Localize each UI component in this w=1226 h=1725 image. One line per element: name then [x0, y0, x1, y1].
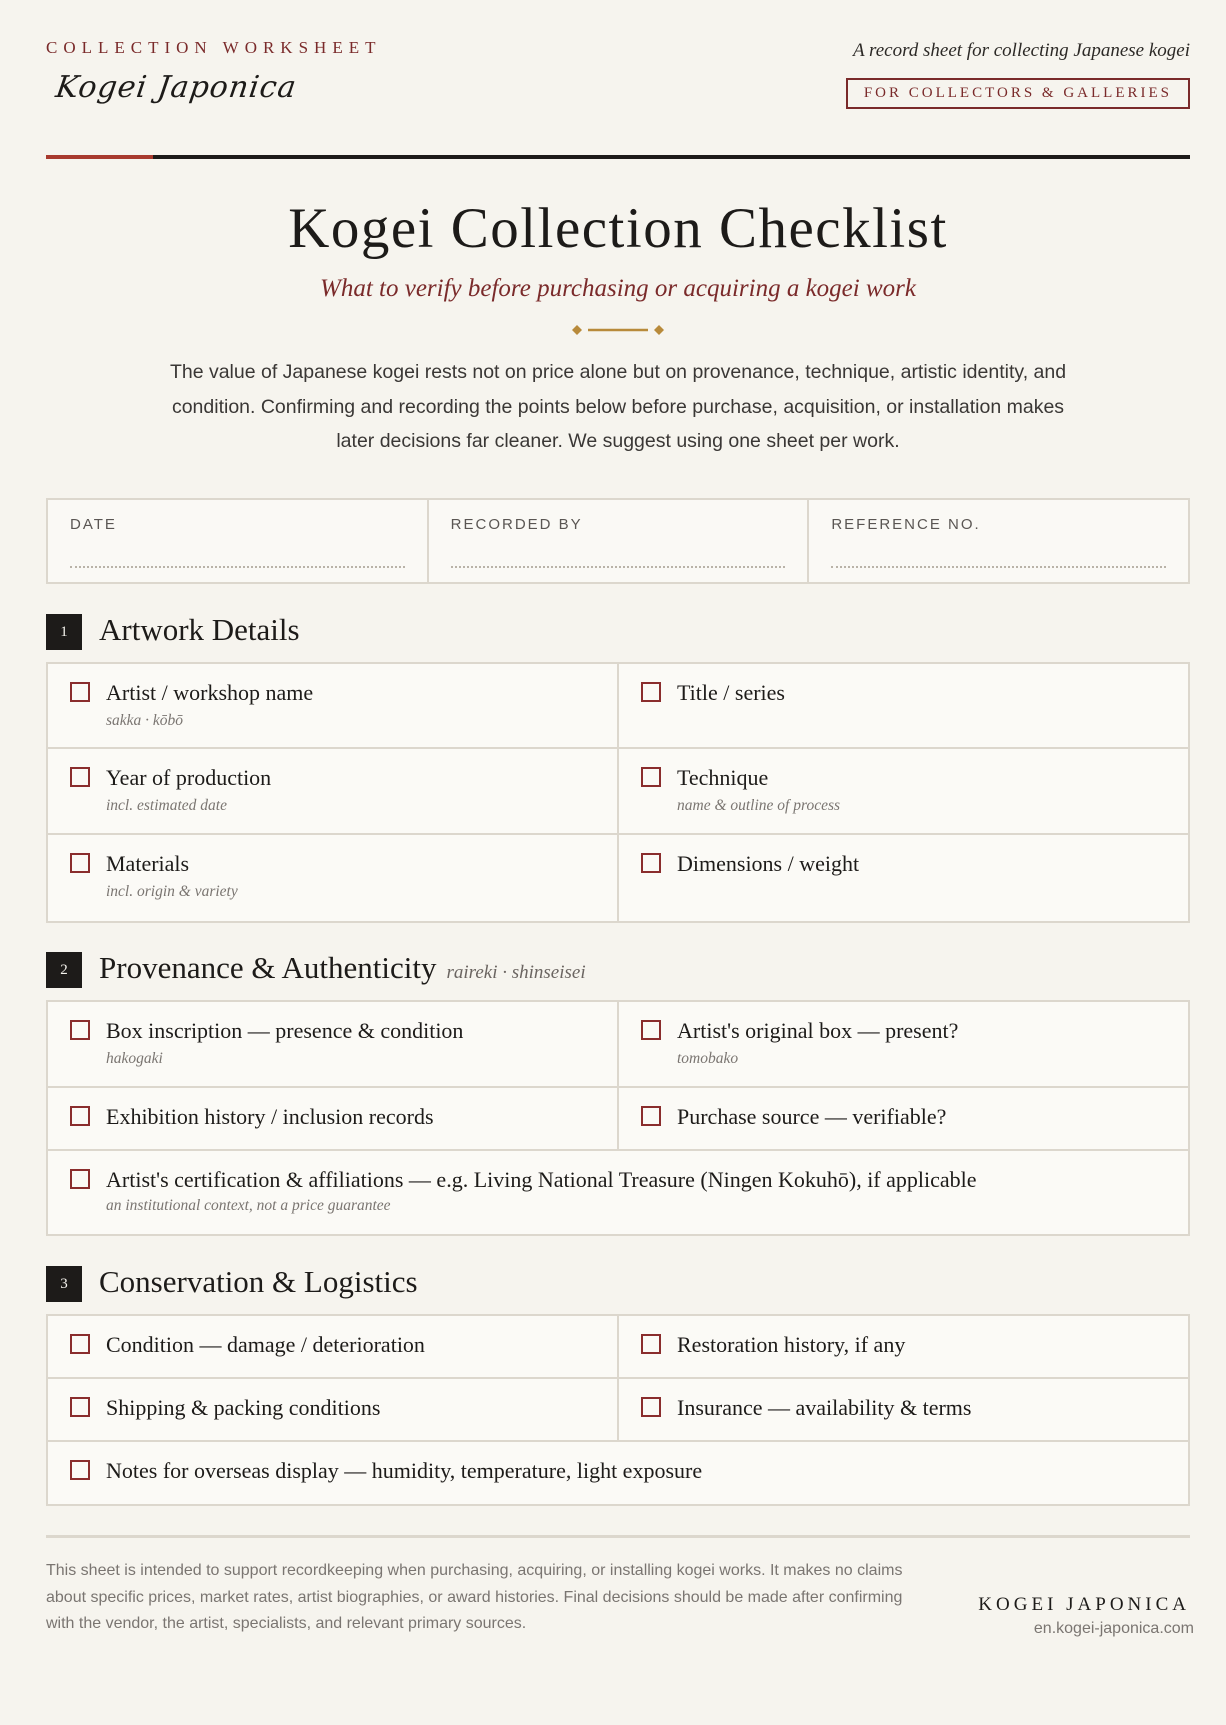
checkbox[interactable]: [70, 1169, 90, 1189]
checklist-item: [48, 749, 619, 833]
diamond-ornament-icon: [568, 322, 668, 338]
intro-paragraph: [116, 355, 1120, 459]
item-note: name & outline of process: [677, 797, 841, 814]
section-title: [99, 1264, 418, 1300]
header-rule: [46, 155, 1190, 159]
item-label: Technique: [677, 765, 769, 790]
intro-line: later decisions far cleaner. We suggest using one sheet per work.: [336, 430, 900, 452]
item-note: sakka · kōbō: [106, 712, 184, 729]
footer-disclaimer: [46, 1558, 976, 1638]
checkbox[interactable]: [70, 682, 90, 702]
checkbox[interactable]: [70, 1020, 90, 1040]
checkbox[interactable]: [70, 1460, 90, 1480]
item-note: an institutional context, not a price guarantee: [106, 1197, 391, 1214]
item-label: Purchase source — verifiable?: [677, 1104, 947, 1129]
checklist-row: [48, 1442, 1188, 1504]
item-label: Artist's original box — present?: [677, 1018, 959, 1043]
provenance-checklist: [46, 1000, 1190, 1236]
intro-line: The value of Japanese kogei rests not on price alone but on provenance, technique, artistic identity, and: [169, 361, 1067, 383]
page-title: Kogei Collection Checklist: [288, 197, 948, 260]
section-title-text: Provenance & Authenticity: [99, 950, 437, 985]
item-label: Condition — damage / deterioration: [106, 1332, 425, 1357]
checkbox[interactable]: [641, 1334, 661, 1354]
checklist-item: [619, 1002, 1188, 1086]
checklist-item: [48, 664, 619, 747]
section-provenance-header: [46, 950, 1190, 990]
checklist-item: [48, 1151, 1188, 1234]
section-title: [99, 612, 300, 648]
checklist-item: [48, 1088, 619, 1149]
item-label: Restoration history, if any: [677, 1332, 906, 1357]
section-number: 3: [46, 1266, 82, 1302]
section-number: 1: [46, 614, 82, 650]
item-label: Box inscription — presence & condition: [106, 1018, 464, 1043]
section-conservation-header: [46, 1264, 1190, 1304]
checklist-item: [48, 1002, 619, 1086]
checklist-item: [619, 664, 1188, 747]
date-field-line: [70, 566, 405, 568]
disclaimer-line: This sheet is intended to support recordkeeping when purchasing, acquiring, or installing kogei works. It makes no claims: [46, 1562, 903, 1579]
page-subtitle: What to verify before purchasing or acquiring a kogei work: [320, 275, 916, 302]
checkbox[interactable]: [70, 1106, 90, 1126]
item-note: incl. estimated date: [106, 797, 227, 814]
section-subtitle: raireki · shinseisei: [446, 962, 586, 983]
audience-badge: FOR COLLECTORS & GALLERIES: [846, 78, 1190, 109]
checklist-row: [48, 1151, 1188, 1234]
footer-brand: KOGEI JAPONICA: [978, 1594, 1190, 1615]
checklist-item: [48, 1316, 619, 1377]
page-header: [46, 0, 1190, 160]
checklist-row: [48, 1316, 1188, 1379]
header-tagline: A record sheet for collecting Japanese kogei: [853, 40, 1190, 61]
disclaimer-line: with the vendor, the artist, specialists, and relevant primary sources.: [46, 1615, 527, 1632]
item-note: hakogaki: [106, 1050, 163, 1067]
checklist-item: [619, 835, 1188, 921]
checklist-row: [48, 1088, 1188, 1151]
footer-rule: [46, 1535, 1190, 1538]
checkbox[interactable]: [641, 853, 661, 873]
item-label: Materials: [106, 851, 190, 876]
checklist-item: [619, 1379, 1188, 1440]
checklist-item: [48, 835, 619, 921]
checklist-item: [48, 1379, 619, 1440]
checkbox[interactable]: [641, 1397, 661, 1417]
section-title: [99, 950, 586, 986]
item-label: Shipping & packing conditions: [106, 1395, 381, 1420]
section-title-text: Conservation & Logistics: [99, 1264, 418, 1299]
checkbox[interactable]: [70, 1334, 90, 1354]
intro-line: condition. Confirming and recording the points below before purchase, acquisition, or installation makes: [171, 395, 1065, 418]
disclaimer-line: about specific prices, market rates, artist biographies, or award histories. Final decisions should be made after confirming: [46, 1588, 903, 1606]
item-label: Year of production: [106, 765, 272, 790]
checklist-item: [619, 1316, 1188, 1377]
item-label: Title / series: [677, 680, 785, 705]
checkbox[interactable]: [641, 682, 661, 702]
footer-url[interactable]: en.kogei-japonica.com: [1033, 1620, 1194, 1637]
section-artwork-details-header: [46, 612, 1190, 652]
item-label: Dimensions / weight: [677, 851, 860, 876]
checkbox[interactable]: [641, 1106, 661, 1126]
header-rule-accent: [46, 155, 153, 159]
date-field[interactable]: [48, 500, 429, 582]
item-note: incl. origin & variety: [106, 883, 238, 900]
checklist-row: [48, 1379, 1188, 1442]
reference-no-field-line: [831, 566, 1166, 568]
checkbox[interactable]: [70, 853, 90, 873]
checklist-item: [48, 1442, 1188, 1504]
header-eyebrow: COLLECTION WORKSHEET: [46, 38, 382, 57]
checklist-item: [619, 749, 1188, 833]
checkbox[interactable]: [641, 767, 661, 787]
checkbox[interactable]: [70, 767, 90, 787]
checkbox[interactable]: [70, 1397, 90, 1417]
artwork-details-checklist: [46, 662, 1190, 923]
script-logo: Kogei Japonica: [53, 70, 300, 105]
checklist-page: [46, 0, 1194, 1725]
checklist-row: [48, 1002, 1188, 1088]
recorded-by-field[interactable]: [429, 500, 810, 582]
recorded-by-field-label: RECORDED BY: [450, 516, 583, 533]
section-number: 2: [46, 952, 82, 988]
reference-no-field[interactable]: [809, 500, 1188, 582]
section-title-text: Artwork Details: [99, 612, 300, 647]
conservation-checklist: [46, 1314, 1190, 1506]
item-label: Artist / workshop name: [106, 680, 314, 705]
item-label: Exhibition history / inclusion records: [106, 1104, 434, 1129]
date-field-label: DATE: [70, 516, 117, 533]
item-label: Notes for overseas display — humidity, temperature, light exposure: [106, 1458, 703, 1483]
reference-no-field-label: REFERENCE NO.: [831, 516, 981, 533]
item-label: Artist's certification & affiliations — e.g. Living National Treasure (Ningen Kokuhō), if applicable: [106, 1167, 977, 1192]
checklist-row: [48, 749, 1188, 835]
recorded-by-field-line: [451, 566, 786, 568]
checkbox[interactable]: [641, 1020, 661, 1040]
item-note: tomobako: [677, 1050, 739, 1067]
checklist-item: [619, 1088, 1188, 1149]
item-label: Insurance — availability & terms: [677, 1395, 972, 1420]
record-meta-fields: [46, 498, 1190, 584]
checklist-row: [48, 664, 1188, 749]
checklist-row: [48, 835, 1188, 921]
